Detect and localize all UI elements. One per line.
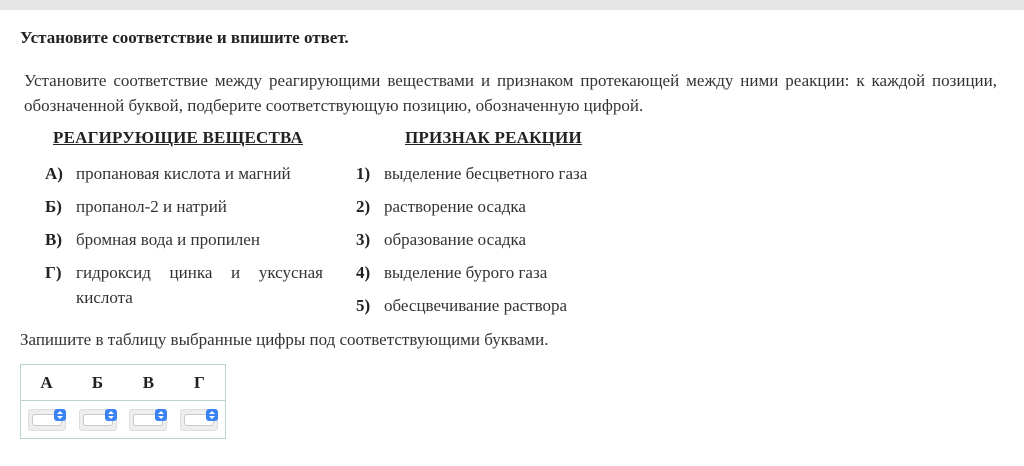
- right-item-text: обесцвечивание раствора: [384, 296, 568, 315]
- right-item-text: растворение осадка: [384, 197, 526, 216]
- right-item-key: 2): [356, 197, 371, 216]
- left-item-text: пропановая кислота и магний: [76, 164, 291, 183]
- top-strip: [0, 0, 1024, 10]
- answer-table: [20, 364, 226, 439]
- answer-header-b: Б: [72, 365, 123, 401]
- select-arrows-icon: [155, 409, 167, 421]
- select-arrows-icon: [105, 409, 117, 421]
- answer-cell-b: [72, 401, 123, 439]
- answer-cell-g: [174, 401, 226, 439]
- left-item-key: В): [45, 230, 62, 249]
- right-column-title: ПРИЗНАК РЕАКЦИИ: [405, 128, 582, 147]
- right-item-text: выделение бурого газа: [384, 263, 548, 282]
- answer-cell-a: [21, 401, 73, 439]
- answer-table-header-row: [21, 365, 226, 401]
- answer-table-select-row: [21, 401, 226, 439]
- task-text: Установите соответствие между реагирующими веществами и признаком протекающей между ними реакции: к каждой позиции, обозначенной буквой, подберите соответствующую позицию, обозначенную цифрой.: [24, 71, 997, 115]
- left-item-key: А): [45, 164, 63, 183]
- answer-instruction: Запишите в таблицу выбранные цифры под соответствующими буквами.: [20, 330, 549, 349]
- right-item-key: 1): [356, 164, 371, 183]
- answer-select-a[interactable]: [28, 409, 66, 431]
- task-heading: Установите соответствие и впишите ответ.: [20, 28, 349, 47]
- right-item-key: 5): [356, 296, 371, 315]
- answer-header-g: Г: [174, 365, 226, 401]
- left-column-title: РЕАГИРУЮЩИЕ ВЕЩЕСТВА: [53, 128, 303, 147]
- right-item-text: образование осадка: [384, 230, 527, 249]
- left-item-text: пропанол-2 и натрий: [76, 197, 227, 216]
- answer-cell-v: [123, 401, 174, 439]
- answer-select-b[interactable]: [79, 409, 117, 431]
- left-item-key: Б): [45, 197, 62, 216]
- answer-select-g[interactable]: [180, 409, 218, 431]
- left-item-key: Г): [45, 263, 62, 282]
- left-item-text: гидроксид цинка и уксусная кислота: [76, 263, 323, 307]
- right-item-key: 3): [356, 230, 371, 249]
- left-item-text: бромная вода и пропилен: [76, 230, 260, 249]
- answer-header-v: В: [123, 365, 174, 401]
- select-arrows-icon: [54, 409, 66, 421]
- right-item-text: выделение бесцветного газа: [384, 164, 588, 183]
- answer-select-v[interactable]: [129, 409, 167, 431]
- answer-header-a: А: [21, 365, 73, 401]
- select-arrows-icon: [206, 409, 218, 421]
- right-item-key: 4): [356, 263, 371, 282]
